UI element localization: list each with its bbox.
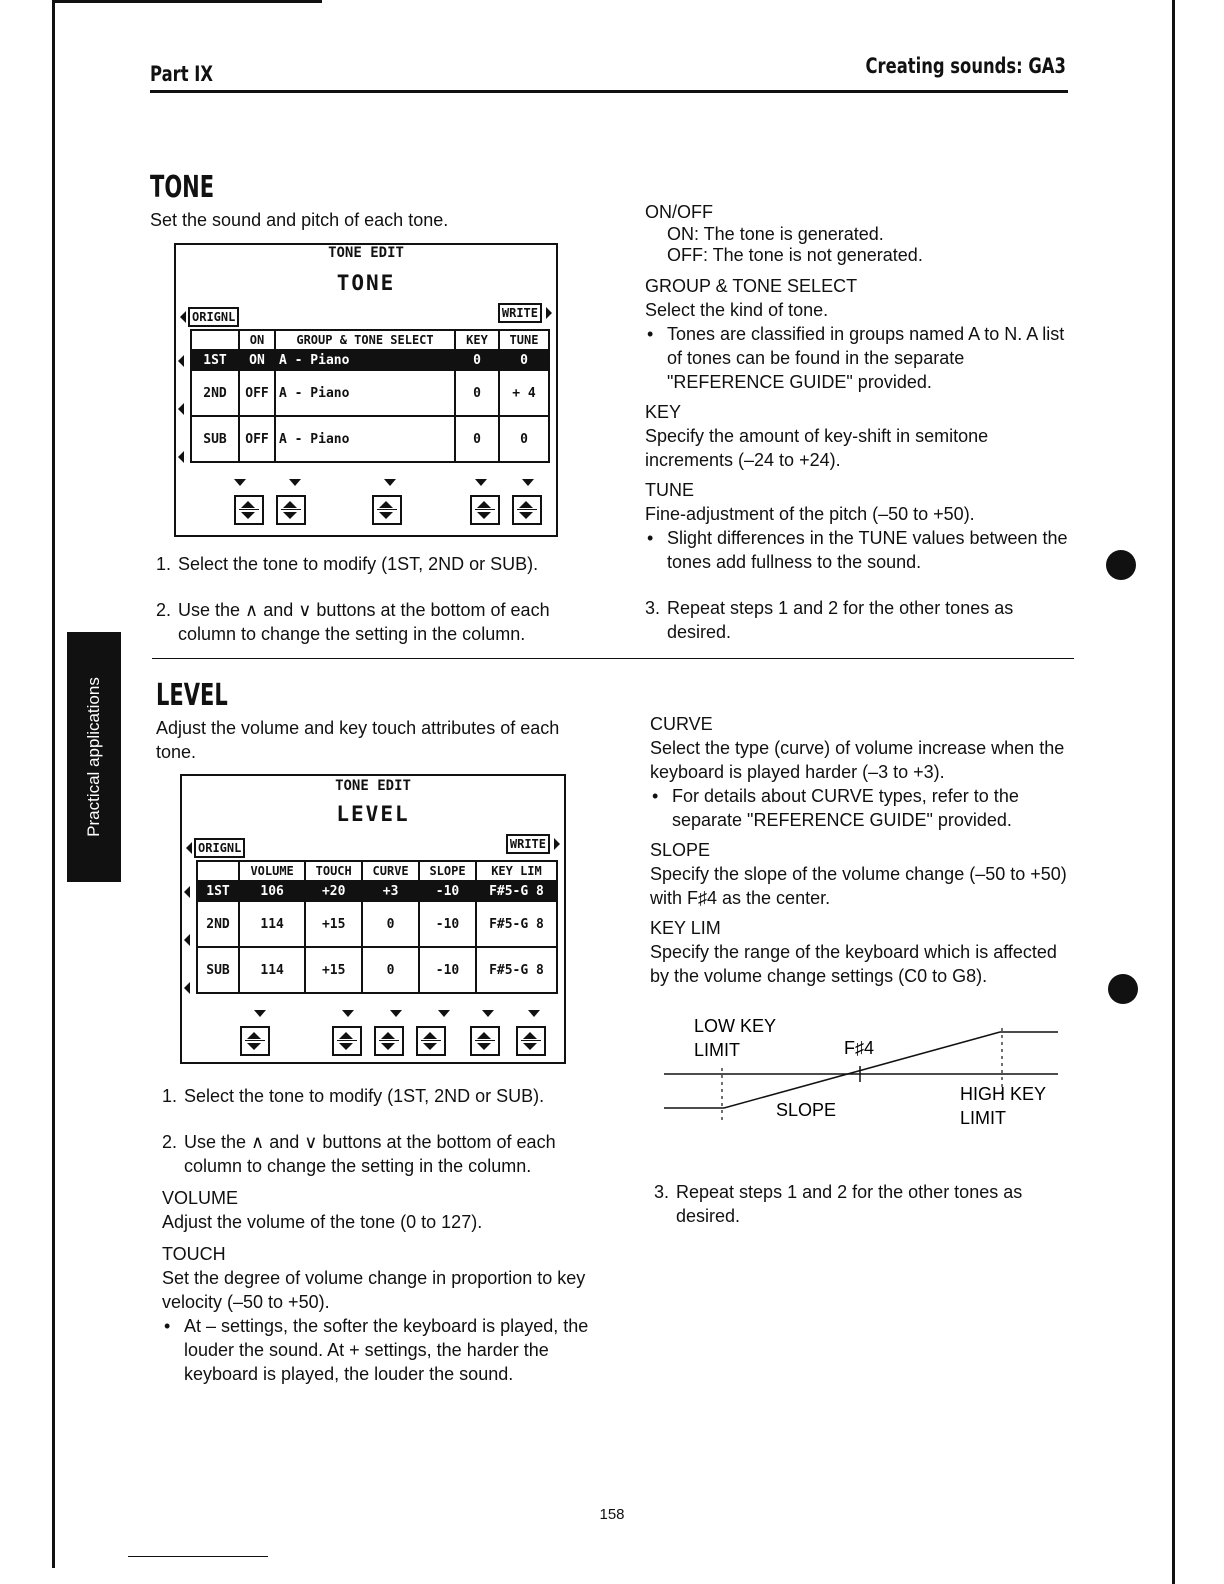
up-down-button[interactable] <box>416 1026 446 1056</box>
tone-heading: TONE <box>150 170 215 205</box>
step-item: 1. Select the tone to modify (1ST, 2ND or SUB). <box>156 554 539 574</box>
column-marker-icon <box>482 1010 494 1017</box>
table-cell[interactable]: 106 <box>239 881 305 901</box>
table-cell: 2ND <box>191 370 239 416</box>
slope-title: SLOPE <box>650 840 711 860</box>
up-down-button[interactable] <box>332 1026 362 1056</box>
write-button[interactable]: WRITE <box>506 834 550 854</box>
up-down-button[interactable] <box>470 495 500 525</box>
step-item: 2. Use the ∧ and ∨ buttons at the bottom of each column to change the setting in the column. <box>156 600 550 644</box>
up-down-button[interactable] <box>276 495 306 525</box>
screen-mode: LEVEL <box>336 802 410 826</box>
curve-title: CURVE <box>650 714 713 734</box>
level-step3 <box>654 1180 1082 1228</box>
row-select-arrow-icon[interactable] <box>178 355 184 367</box>
section-divider <box>152 658 1074 659</box>
table-cell[interactable]: 0 <box>362 901 419 947</box>
table-cell[interactable]: A - Piano <box>275 370 455 416</box>
tone-table <box>190 329 550 463</box>
right-arrow-icon[interactable] <box>546 307 552 319</box>
left-arrow-icon[interactable] <box>186 842 192 854</box>
volume-title: VOLUME <box>162 1188 239 1208</box>
table-header: KEY <box>455 330 499 350</box>
touch-title: TOUCH <box>162 1244 226 1264</box>
table-row[interactable] <box>191 416 549 462</box>
chapter-title: Creating sounds: GA3 <box>865 54 1066 78</box>
table-cell[interactable]: 114 <box>239 901 305 947</box>
table-row[interactable] <box>197 947 557 993</box>
low-limit-label: LIMIT <box>694 1040 741 1060</box>
table-cell[interactable]: 0 <box>455 416 499 462</box>
column-marker-icon <box>384 479 396 486</box>
table-cell[interactable]: F#5-G 8 <box>476 901 557 947</box>
table-cell[interactable]: 0 <box>455 350 499 370</box>
curve-bullet: • For details about CURVE types, refer to the separate "REFERENCE GUIDE" provided. <box>650 784 1078 832</box>
screen-title: TONE EDIT <box>335 778 411 794</box>
table-header: ON <box>239 330 275 350</box>
table-cell[interactable]: OFF <box>239 416 275 462</box>
high-limit-label: LIMIT <box>960 1108 1007 1128</box>
table-cell[interactable]: -10 <box>419 881 476 901</box>
volume-desc: Adjust the volume of the tone (0 to 127). <box>162 1212 483 1232</box>
page-border-right <box>1172 0 1175 1584</box>
side-tab-label: Practical applications <box>84 677 103 837</box>
column-marker-icon <box>528 1010 540 1017</box>
group-bullet: • Tones are classified in groups named A to N. A list of tones can be found in the separate "REFERENCE GUIDE" provided. <box>645 322 1075 394</box>
table-cell[interactable]: +20 <box>305 881 362 901</box>
column-marker-icon <box>289 479 301 486</box>
table-cell: 2ND <box>197 901 239 947</box>
onoff-title: ON/OFF <box>645 202 713 222</box>
table-cell[interactable]: A - Piano <box>275 350 455 370</box>
step-item: 1. Select the tone to modify (1ST, 2ND or SUB). <box>162 1086 545 1106</box>
touch-desc: Set the degree of volume change in proportion to key velocity (–50 to +50). <box>162 1268 586 1312</box>
tune-desc: Fine-adjustment of the pitch (–50 to +50). <box>645 504 975 524</box>
table-cell[interactable]: +15 <box>305 901 362 947</box>
table-header <box>191 330 239 350</box>
column-marker-icon <box>475 479 487 486</box>
up-down-button[interactable] <box>372 495 402 525</box>
column-marker-icon <box>438 1010 450 1017</box>
table-cell: SUB <box>197 947 239 993</box>
up-down-button[interactable] <box>516 1026 546 1056</box>
table-header-row <box>191 330 549 350</box>
table-cell[interactable]: F#5-G 8 <box>476 881 557 901</box>
tone-right-column <box>645 200 1075 644</box>
page-border-bottom <box>128 1556 268 1557</box>
table-cell: SUB <box>191 416 239 462</box>
level-left-text <box>162 1084 592 1386</box>
table-cell[interactable]: 0 <box>455 370 499 416</box>
slope-label: SLOPE <box>776 1100 837 1120</box>
screen-title: TONE EDIT <box>328 245 404 261</box>
column-marker-icon <box>254 1010 266 1017</box>
page-number: 158 <box>599 1506 625 1523</box>
keylim-desc: Specify the range of the keyboard which is affected by the volume change settings (C0 to G8). <box>650 942 1057 986</box>
table-header: CURVE <box>362 861 419 881</box>
orignl-button[interactable]: ORIGNL <box>188 307 239 327</box>
table-cell[interactable]: 114 <box>239 947 305 993</box>
high-key-label: HIGH KEY <box>960 1084 1047 1104</box>
column-marker-icon <box>234 479 246 486</box>
screen-mode: TONE <box>336 271 396 295</box>
table-cell[interactable]: ON <box>239 350 275 370</box>
touch-bullet: • At – settings, the softer the keyboard is played, the louder the sound. At + settings, the harder the keyboard is played, the louder the sound. <box>162 1314 592 1386</box>
right-arrow-icon[interactable] <box>554 838 560 850</box>
table-cell[interactable]: 0 <box>362 947 419 993</box>
table-cell[interactable]: F#5-G 8 <box>476 947 557 993</box>
margin-dot <box>1108 974 1138 1004</box>
row-select-arrow-icon[interactable] <box>178 451 184 463</box>
up-down-button[interactable] <box>240 1026 270 1056</box>
table-row[interactable] <box>191 370 549 416</box>
page-border-left <box>52 0 55 1568</box>
low-key-label: LOW KEY <box>694 1016 777 1036</box>
row-select-arrow-icon[interactable] <box>178 403 184 415</box>
table-cell[interactable]: -10 <box>419 901 476 947</box>
row-select-arrow-icon[interactable] <box>184 934 190 946</box>
group-title: GROUP & TONE SELECT <box>645 276 858 296</box>
up-down-button[interactable] <box>234 495 264 525</box>
page-border-top <box>52 0 322 3</box>
step-item: 3. Repeat steps 1 and 2 for the other tones as desired. <box>645 598 1014 642</box>
slope-diagram <box>660 1010 1070 1140</box>
table-header: GROUP & TONE SELECT <box>275 330 455 350</box>
table-header <box>197 861 239 881</box>
onoff-off: OFF: The tone is not generated. <box>667 245 923 265</box>
table-cell[interactable]: +15 <box>305 947 362 993</box>
tone-intro: Set the sound and pitch of each tone. <box>150 210 449 230</box>
level-table <box>196 860 558 994</box>
level-heading: LEVEL <box>156 678 228 713</box>
table-cell[interactable]: OFF <box>239 370 275 416</box>
table-row[interactable] <box>197 901 557 947</box>
up-down-button[interactable] <box>512 495 542 525</box>
table-header: KEY LIM <box>476 861 557 881</box>
group-desc: Select the kind of tone. <box>645 300 829 320</box>
write-button[interactable]: WRITE <box>498 303 542 323</box>
level-intro: Adjust the volume and key touch attributes of each tone. <box>156 718 560 762</box>
table-row[interactable] <box>191 350 549 370</box>
center-label: F♯4 <box>844 1038 875 1058</box>
tune-title: TUNE <box>645 480 694 500</box>
header-rule <box>150 90 1068 93</box>
part-label: Part IX <box>150 62 213 86</box>
table-header: TOUCH <box>305 861 362 881</box>
table-cell[interactable]: 0 <box>499 350 549 370</box>
key-title: KEY <box>645 402 682 422</box>
table-header: VOLUME <box>239 861 305 881</box>
row-select-arrow-icon[interactable] <box>184 886 190 898</box>
tone-edit-screen <box>174 243 558 537</box>
curve-desc: Select the type (curve) of volume increase when the keyboard is played harder (–3 to +3). <box>650 738 1065 782</box>
table-header: SLOPE <box>419 861 476 881</box>
up-down-button[interactable] <box>470 1026 500 1056</box>
table-cell: 1ST <box>197 881 239 901</box>
slope-desc: Specify the slope of the volume change (–50 to +50) with F♯4 as the center. <box>650 864 1067 908</box>
column-marker-icon <box>342 1010 354 1017</box>
table-cell[interactable]: +3 <box>362 881 419 901</box>
table-cell[interactable]: + 4 <box>499 370 549 416</box>
onoff-on: ON: The tone is generated. <box>667 224 884 244</box>
table-cell[interactable]: A - Piano <box>275 416 455 462</box>
column-marker-icon <box>522 479 534 486</box>
side-tab <box>67 632 121 882</box>
table-cell[interactable]: 0 <box>499 416 549 462</box>
table-header: TUNE <box>499 330 549 350</box>
table-row[interactable] <box>197 881 557 901</box>
left-arrow-icon[interactable] <box>180 311 186 323</box>
orignl-button[interactable]: ORIGNL <box>194 838 245 858</box>
tone-steps <box>156 552 596 646</box>
step-item: 2. Use the ∧ and ∨ buttons at the bottom of each column to change the setting in the column. <box>162 1132 556 1176</box>
keylim-title: KEY LIM <box>650 918 721 938</box>
level-right-column <box>650 712 1078 988</box>
margin-dot <box>1106 550 1136 580</box>
tune-bullet: • Slight differences in the TUNE values between the tones add fullness to the sound. <box>645 526 1075 574</box>
table-header-row <box>197 861 557 881</box>
level-edit-screen <box>180 774 566 1064</box>
step-item: 3. Repeat steps 1 and 2 for the other tones as desired. <box>654 1182 1023 1226</box>
table-cell[interactable]: -10 <box>419 947 476 993</box>
up-down-button[interactable] <box>374 1026 404 1056</box>
row-select-arrow-icon[interactable] <box>184 982 190 994</box>
table-cell: 1ST <box>191 350 239 370</box>
column-marker-icon <box>390 1010 402 1017</box>
key-desc: Specify the amount of key-shift in semitone increments (–24 to +24). <box>645 426 989 470</box>
